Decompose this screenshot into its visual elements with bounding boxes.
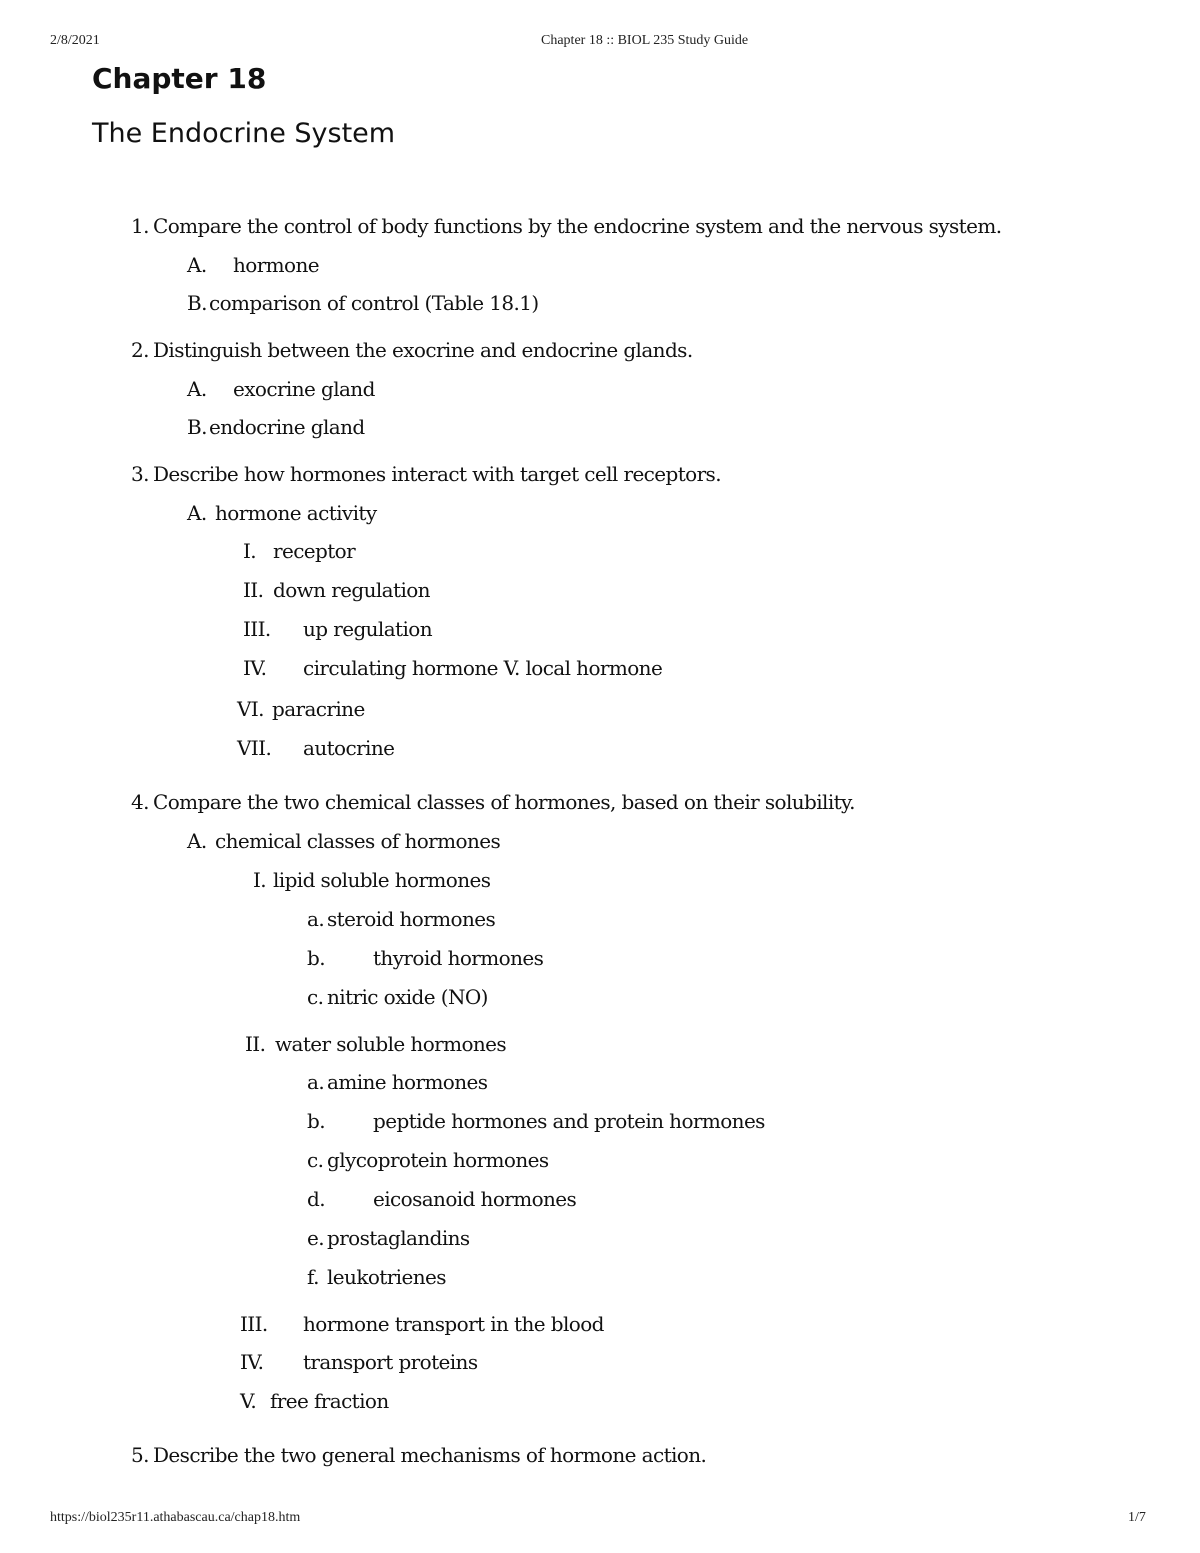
outline-item (307, 1147, 549, 1173)
item-marker: 4. (131, 790, 149, 814)
outline-item (307, 1186, 576, 1212)
item-text: prostaglandins (327, 1226, 470, 1250)
item-text: steroid hormones (327, 907, 496, 931)
item-marker: e. (307, 1226, 324, 1250)
item-text: hormone activity (215, 501, 377, 525)
item-text: endocrine gland (209, 415, 365, 439)
outline-item (187, 376, 375, 402)
item-marker: III. (240, 1312, 268, 1336)
item-marker: 2. (131, 338, 149, 362)
outline-item (187, 252, 319, 278)
item-marker: III. (243, 617, 271, 641)
outline-item (187, 290, 539, 316)
item-text: hormone transport in the blood (303, 1312, 604, 1336)
print-date: 2/8/2021 (50, 33, 100, 48)
item-marker: b. (307, 1109, 325, 1133)
item-text: glycoprotein hormones (327, 1148, 549, 1172)
item-text: paracrine (272, 697, 365, 721)
outline-item (307, 945, 543, 971)
outline-item (307, 1108, 765, 1134)
page-url: https://biol235r11.athabascau.ca/chap18.htm (50, 1510, 301, 1525)
item-marker: a. (307, 907, 325, 931)
item-marker: A. (187, 829, 207, 853)
item-marker: a. (307, 1070, 325, 1094)
item-marker: I. (253, 868, 267, 892)
item-text: transport proteins (303, 1350, 478, 1374)
item-text: circulating hormone V. local hormone (303, 656, 663, 680)
item-text: Compare the two chemical classes of hormones, based on their solubility. (153, 790, 855, 814)
outline-item (187, 414, 365, 440)
item-text: thyroid hormones (373, 946, 544, 970)
outline-item (131, 1442, 706, 1468)
item-marker: A. (187, 377, 207, 401)
item-marker: VI. (237, 697, 264, 721)
outline-item (187, 828, 500, 854)
item-marker: V. (240, 1389, 257, 1413)
item-marker: B. (187, 291, 207, 315)
outline-item (253, 867, 490, 893)
item-text: hormone (233, 253, 320, 277)
item-text: receptor (273, 539, 356, 563)
item-marker: 3. (131, 462, 149, 486)
item-text: chemical classes of hormones (215, 829, 501, 853)
outline-item (243, 538, 355, 564)
item-text: amine hormones (327, 1070, 488, 1094)
item-text: water soluble hormones (275, 1032, 507, 1056)
item-text: Describe the two general mechanisms of hormone action. (153, 1443, 707, 1467)
item-marker: A. (187, 253, 207, 277)
item-marker: VII. (237, 736, 272, 760)
item-text: free fraction (270, 1389, 389, 1413)
outline-item (307, 984, 488, 1010)
outline-item (187, 500, 377, 526)
outline-item (237, 735, 394, 761)
item-text: down regulation (273, 578, 430, 602)
item-text: autocrine (303, 736, 395, 760)
outline-item (240, 1349, 477, 1375)
item-text: Describe how hormones interact with target cell receptors. (153, 462, 721, 486)
item-marker: II. (245, 1032, 266, 1056)
outline-item (307, 1264, 446, 1290)
outline-item (307, 1069, 487, 1095)
outline-item (243, 577, 430, 603)
outline-item (240, 1388, 389, 1414)
outline-item (243, 655, 662, 681)
item-marker: I. (243, 539, 257, 563)
outline-item (307, 1225, 470, 1251)
print-header-title: Chapter 18 :: BIOL 235 Study Guide (541, 33, 749, 48)
outline-item (131, 789, 855, 815)
item-text: peptide hormones and protein hormones (373, 1109, 765, 1133)
item-marker: c. (307, 1148, 324, 1172)
item-text: Compare the control of body functions by the endocrine system and the nervous system. (153, 214, 1002, 238)
item-marker: f. (307, 1265, 319, 1289)
item-marker: 5. (131, 1443, 149, 1467)
item-marker: IV. (243, 656, 267, 680)
item-marker: c. (307, 985, 324, 1009)
item-text: nitric oxide (NO) (327, 985, 488, 1009)
item-marker: IV. (240, 1350, 264, 1374)
item-marker: b. (307, 946, 325, 970)
item-text: Distinguish between the exocrine and endocrine glands. (153, 338, 693, 362)
outline-item (131, 213, 1001, 239)
outline-item (131, 337, 693, 363)
item-text: leukotrienes (327, 1265, 446, 1289)
item-marker: B. (187, 415, 207, 439)
item-text: eicosanoid hormones (373, 1187, 577, 1211)
outline-item (307, 906, 495, 932)
outline-item (131, 461, 721, 487)
chapter-subtitle: The Endocrine System (92, 118, 396, 149)
item-marker: II. (243, 578, 264, 602)
item-marker: A. (187, 501, 207, 525)
item-marker: 1. (131, 214, 149, 238)
chapter-title: Chapter 18 (92, 62, 267, 95)
item-text: up regulation (303, 617, 432, 641)
item-marker: d. (307, 1187, 325, 1211)
outline-item (243, 616, 432, 642)
item-text: exocrine gland (233, 377, 375, 401)
item-text: lipid soluble hormones (273, 868, 491, 892)
page-number: 1/7 (1128, 1510, 1146, 1525)
item-text: comparison of control (Table 18.1) (209, 291, 539, 315)
outline-item (237, 696, 365, 722)
outline-item (240, 1311, 604, 1337)
outline-item (245, 1031, 506, 1057)
